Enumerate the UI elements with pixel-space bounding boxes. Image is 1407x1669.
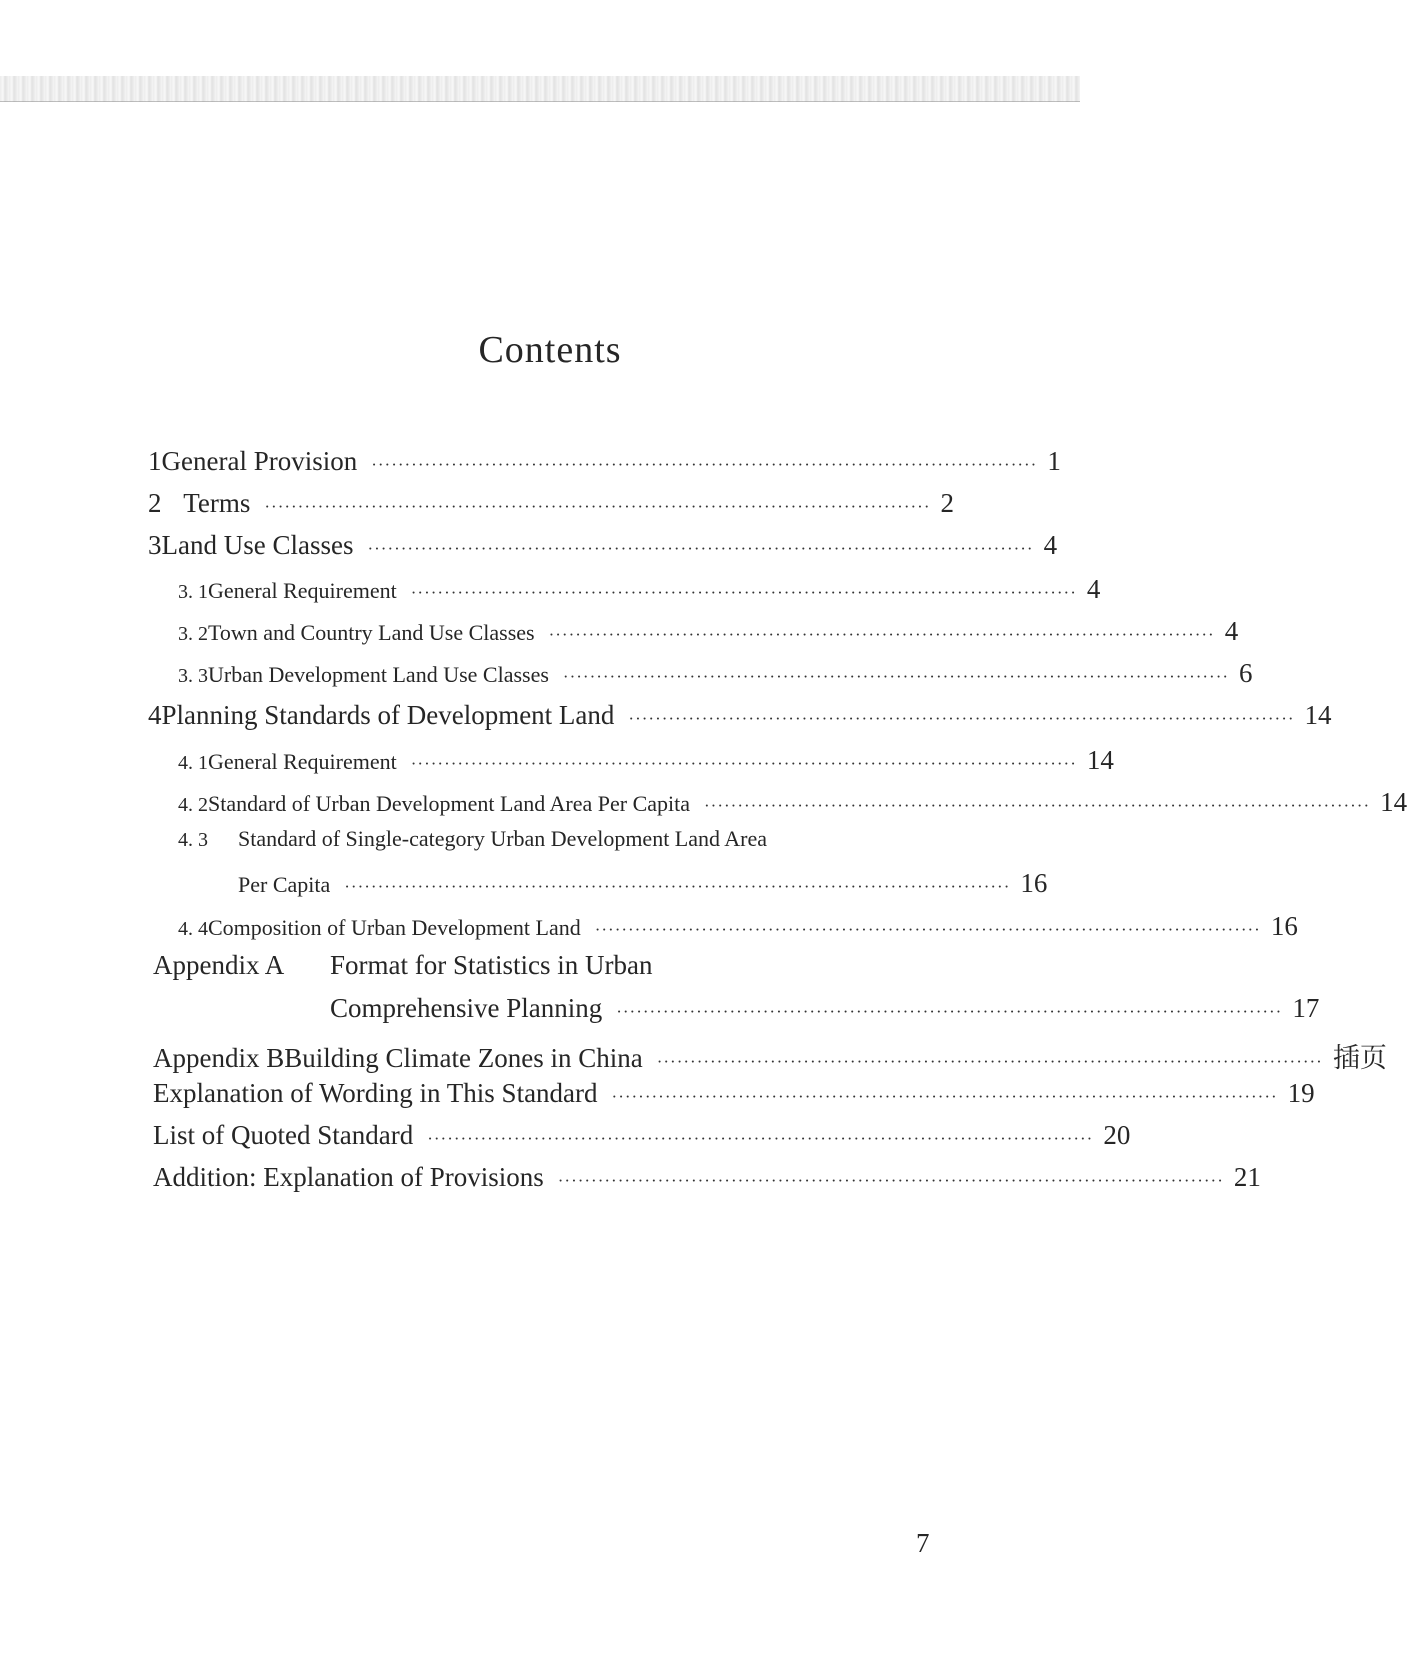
toc-entry-appendix-a-continued[interactable] [330,993,1320,1024]
toc-leader-dots: ···································································································· [611,1087,1278,1106]
toc-leader-dots: ···································································································· [557,1171,1224,1190]
toc-entry-appendix-a[interactable] [153,950,652,981]
toc-number: 1 [148,446,162,476]
toc-page: 14 [1380,787,1407,817]
toc-page: 4 [1043,530,1058,560]
toc-page: 1 [1047,446,1061,476]
toc-entry-4[interactable] [148,700,1332,731]
toc-label: Planning Standards of Development Land [161,700,615,730]
page-title: Contents [478,329,622,371]
toc-number: 3. 1 [178,581,208,603]
toc-page: 4 [1086,574,1101,604]
toc-number: 4. 2 [178,794,208,816]
toc-number: Appendix A [153,950,285,980]
toc-label: Urban Development Land Use Classes [208,662,549,687]
toc-entry-addition[interactable] [153,1162,1261,1193]
toc-leader-dots: ···································································································· [594,920,1261,939]
toc-leader-dots: ···································································································· [628,709,1295,728]
toc-entry-explanation-of-wording[interactable] [153,1078,1315,1109]
toc-page: 21 [1233,1162,1261,1192]
toc-label: Building Climate Zones in China [284,1043,643,1073]
toc-leader-dots: ···································································································· [410,754,1077,773]
page-number: 7 [916,1528,930,1558]
toc-page: 17 [1292,993,1320,1023]
toc-number: 3. 2 [178,623,208,645]
toc-leader-dots: ···································································································· [264,497,931,516]
toc-label-continued: Per Capita [238,872,331,897]
toc-leader-dots: ···································································································· [427,1129,1094,1148]
toc-page: 19 [1287,1078,1315,1108]
toc-leader-dots: ···································································································· [410,583,1077,602]
toc-label: Land Use Classes [161,530,354,560]
toc-entry-3-2[interactable] [178,616,1239,647]
toc-label: List of Quoted Standard [153,1120,414,1150]
toc-leader-dots: ···································································································· [562,667,1230,686]
toc-leader-dots: ···································································································· [371,455,1038,474]
toc-entry-4-3[interactable] [178,826,767,852]
toc-leader-dots: ···································································································· [704,796,1371,815]
toc-page: 16 [1020,868,1048,898]
toc-page: 2 [940,488,954,518]
toc-entry-4-4[interactable] [178,911,1298,942]
toc-entry-4-3-continued[interactable] [238,868,1048,899]
toc-number: 2 [148,488,162,518]
toc-leader-dots: ···································································································· [367,539,1034,558]
toc-label: Terms [183,488,251,518]
toc-label: Town and Country Land Use Classes [208,620,535,645]
toc-entry-4-2[interactable] [178,787,1407,818]
toc-page: 20 [1103,1120,1131,1150]
toc-label: General Requirement [208,749,397,774]
toc-number: 3 [148,530,162,560]
scan-artifact-band [0,76,1080,102]
toc-page: 16 [1270,911,1298,941]
toc-entry-quoted-standard[interactable] [153,1120,1131,1151]
toc-entry-3-3[interactable] [178,658,1253,689]
toc-page: 6 [1239,658,1253,688]
toc-entry-3-1[interactable] [178,574,1101,605]
toc-label-continued: Comprehensive Planning [330,993,603,1023]
toc-number: 4 [148,700,162,730]
toc-label: Standard of Single-category Urban Development Land Area [238,826,768,851]
toc-number: 3. 3 [178,665,208,687]
toc-leader-dots: ···································································································· [344,877,1011,896]
toc-entry-3[interactable] [148,530,1058,561]
toc-leader-dots: ···································································································· [656,1052,1323,1071]
toc-leader-dots: ···································································································· [548,625,1215,644]
toc-label: General Requirement [208,578,397,603]
toc-entry-2[interactable] [148,488,954,519]
toc-label: Standard of Urban Development Land Area Per Capita [208,791,691,816]
toc-entry-4-1[interactable] [178,745,1114,776]
toc-page: 4 [1224,616,1239,646]
toc-number: Appendix B [153,1043,285,1073]
toc-leader-dots: ···································································································· [616,1002,1283,1021]
toc-page: 14 [1304,700,1332,730]
toc-number: 4. 1 [178,752,208,774]
toc-number: 4. 4 [178,918,208,940]
toc-number: 4. 3 [178,829,208,851]
toc-page: 插页 [1332,1043,1387,1073]
toc-page: 14 [1086,745,1114,775]
toc-entry-appendix-b[interactable] [153,1036,1387,1075]
toc-label: Addition: Explanation of Provisions [153,1162,544,1192]
toc-label: General Provision [161,446,358,476]
toc-label: Composition of Urban Development Land [208,915,581,940]
toc-entry-1[interactable] [148,446,1061,477]
scan-artifact-line [0,101,1080,102]
toc-label: Format for Statistics in Urban [330,950,653,980]
toc-label: Explanation of Wording in This Standard [153,1078,598,1108]
